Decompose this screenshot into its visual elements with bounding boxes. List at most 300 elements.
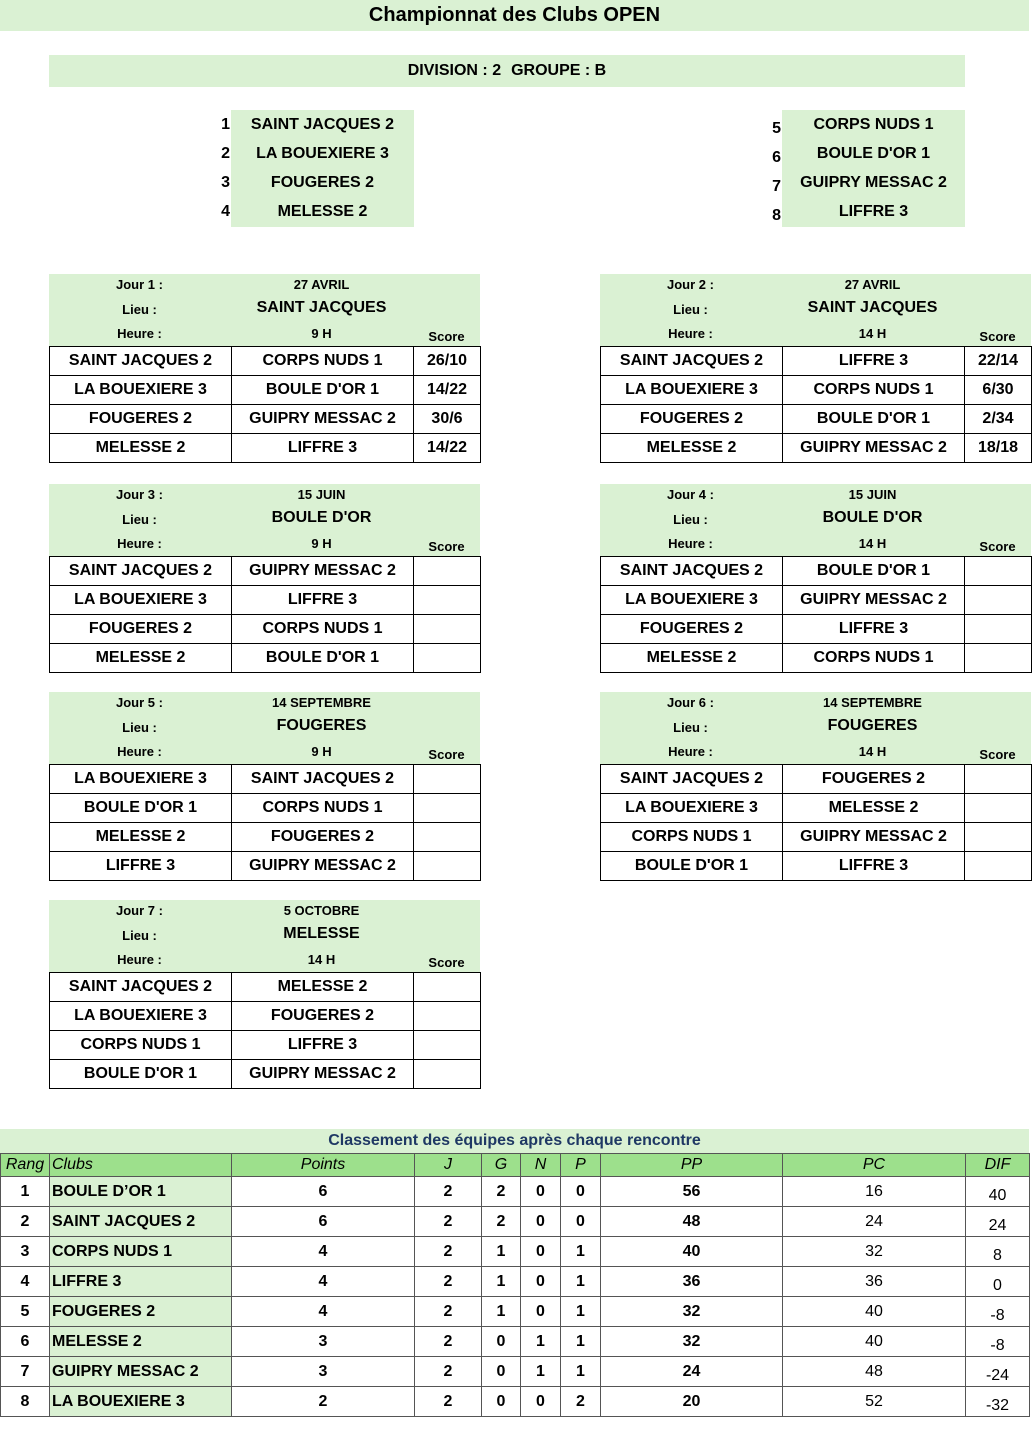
match-row [601,823,1032,852]
jour-label: Jour 5 : [116,695,163,710]
matchday-header [600,274,1031,346]
away-team: LIFFRE 3 [783,615,965,644]
team-name: BOULE D'OR 1 [816,145,931,162]
lieu-label: Lieu : [122,302,157,317]
match-score: 6/30 [965,376,1032,405]
ranking-row [1,1207,1030,1237]
home-team: SAINT JACQUES 2 [50,347,232,376]
home-team: MELESSE 2 [50,644,232,673]
heure-label: Heure : [668,326,713,341]
score-label: Score [428,955,465,970]
score-label: Score [428,747,465,762]
heure-label: Heure : [117,536,162,551]
match-row [601,644,1032,673]
lieu-label: Lieu : [122,512,157,527]
match-table [49,764,481,881]
lost: 1 [561,1357,601,1387]
away-team: GUIPRY MESSAC 2 [783,434,965,463]
home-team: MELESSE 2 [50,823,232,852]
lost: 1 [561,1297,601,1327]
lost: 2 [561,1387,601,1417]
match-location: BOULE D'OR [271,509,372,526]
drawn: 0 [521,1177,561,1207]
points-against: 16 [783,1177,966,1207]
lost: 1 [561,1327,601,1357]
away-team: MELESSE 2 [783,794,965,823]
team-number: 6 [772,149,781,166]
heure-label: Heure : [117,952,162,967]
match-time: 14 H [858,744,887,759]
col-pc: PC [783,1154,966,1177]
ranking-title-text: Classement des équipes après chaque rencontre [328,1132,701,1149]
ranking-row [1,1297,1030,1327]
away-team: LIFFRE 3 [232,586,414,615]
match-row [50,644,481,673]
match-table [600,346,1032,463]
match-time: 14 H [858,536,887,551]
match-score: 26/10 [414,347,481,376]
away-team: LIFFRE 3 [232,1031,414,1060]
points-against: 48 [783,1357,966,1387]
match-date: 14 SEPTEMBRE [272,695,371,710]
team-name: FOUGERES 2 [270,174,375,191]
team-name: CORPS NUDS 1 [813,116,934,133]
drawn: 0 [521,1237,561,1267]
team-list-left [231,110,414,227]
match-score: 18/18 [965,434,1032,463]
score-label: Score [979,329,1016,344]
match-date: 5 OCTOBRE [283,903,360,918]
away-team: GUIPRY MESSAC 2 [783,586,965,615]
club-name: SAINT JACQUES 2 [50,1207,232,1237]
col-points: Points [232,1154,415,1177]
away-team: CORPS NUDS 1 [783,376,965,405]
match-row [50,615,481,644]
ranking-row [1,1267,1030,1297]
team-number: 7 [772,178,781,195]
match-score: 14/22 [414,434,481,463]
points-against: 32 [783,1237,966,1267]
points-for: 20 [601,1387,783,1417]
matchday-block [600,274,1031,463]
match-row [50,405,481,434]
away-team: CORPS NUDS 1 [232,794,414,823]
match-score [965,823,1032,852]
won: 0 [482,1327,521,1357]
points-for: 40 [601,1237,783,1267]
page-title-text: Championnat des Clubs OPEN [368,4,661,26]
lost: 0 [561,1207,601,1237]
col-p: P [561,1154,601,1177]
points: 4 [232,1267,415,1297]
away-team: CORPS NUDS 1 [232,615,414,644]
score-label: Score [979,747,1016,762]
difference: -24 [966,1357,1030,1387]
group-label: GROUPE : B [511,62,607,79]
matchday-block [600,484,1031,673]
match-score [414,1031,481,1060]
rank: 4 [1,1267,50,1297]
lost: 1 [561,1267,601,1297]
drawn: 1 [521,1357,561,1387]
points-for: 32 [601,1327,783,1357]
match-row [50,852,481,881]
difference: 8 [966,1237,1030,1267]
match-row [601,557,1032,586]
rank: 6 [1,1327,50,1357]
away-team: LIFFRE 3 [232,434,414,463]
won: 1 [482,1267,521,1297]
points-for: 32 [601,1297,783,1327]
home-team: LA BOUEXIERE 3 [601,794,783,823]
played: 2 [415,1327,482,1357]
team-name: LA BOUEXIERE 3 [256,145,389,162]
won: 1 [482,1237,521,1267]
points-for: 36 [601,1267,783,1297]
club-name: LA BOUEXIERE 3 [50,1387,232,1417]
away-team: SAINT JACQUES 2 [232,765,414,794]
points-against: 40 [783,1297,966,1327]
match-score [414,557,481,586]
difference: 24 [966,1207,1030,1237]
lieu-label: Lieu : [122,928,157,943]
division-label: DIVISION : 2 [407,62,502,79]
matchday-block [49,900,480,1089]
match-location: SAINT JACQUES [256,299,387,316]
lieu-label: Lieu : [122,720,157,735]
away-team: GUIPRY MESSAC 2 [232,405,414,434]
away-team: GUIPRY MESSAC 2 [783,823,965,852]
away-team: GUIPRY MESSAC 2 [232,852,414,881]
jour-label: Jour 4 : [667,487,714,502]
match-score: 2/34 [965,405,1032,434]
points-for: 48 [601,1207,783,1237]
match-score: 22/14 [965,347,1032,376]
played: 2 [415,1297,482,1327]
home-team: MELESSE 2 [601,434,783,463]
rank: 7 [1,1357,50,1387]
match-row [50,823,481,852]
points-against: 24 [783,1207,966,1237]
away-team: BOULE D'OR 1 [232,644,414,673]
matchday-header [49,484,480,556]
away-team: CORPS NUDS 1 [783,644,965,673]
match-score [414,765,481,794]
away-team: GUIPRY MESSAC 2 [232,1060,414,1089]
club-name: GUIPRY MESSAC 2 [50,1357,232,1387]
lieu-label: Lieu : [673,512,708,527]
ranking-row [1,1357,1030,1387]
home-team: SAINT JACQUES 2 [50,557,232,586]
match-score [965,852,1032,881]
match-location: SAINT JACQUES [807,299,938,316]
team-name: GUIPRY MESSAC 2 [800,174,947,191]
team-number: 4 [221,203,230,220]
match-row [50,557,481,586]
match-score [414,794,481,823]
match-score [965,586,1032,615]
home-team: SAINT JACQUES 2 [601,765,783,794]
ranking-row [1,1327,1030,1357]
home-team: SAINT JACQUES 2 [601,557,783,586]
match-score [414,852,481,881]
played: 2 [415,1177,482,1207]
match-score: 14/22 [414,376,481,405]
col-g: G [482,1154,521,1177]
match-score [414,1002,481,1031]
difference: -32 [966,1387,1030,1417]
away-team: GUIPRY MESSAC 2 [232,557,414,586]
away-team: LIFFRE 3 [783,852,965,881]
match-score [414,973,481,1002]
match-row [601,765,1032,794]
match-row [50,347,481,376]
home-team: LA BOUEXIERE 3 [50,586,232,615]
match-date: 27 AVRIL [844,277,901,292]
ranking-header-row [1,1154,1030,1177]
score-label: Score [428,329,465,344]
won: 2 [482,1207,521,1237]
match-row [601,615,1032,644]
rank: 5 [1,1297,50,1327]
team-number: 8 [772,207,781,224]
ranking-title [0,1129,1029,1153]
away-team: BOULE D'OR 1 [783,557,965,586]
page-title [0,0,1029,31]
played: 2 [415,1357,482,1387]
club-name: MELESSE 2 [50,1327,232,1357]
home-team: FOUGERES 2 [601,615,783,644]
matchday-header [49,274,480,346]
home-team: BOULE D'OR 1 [50,1060,232,1089]
rank: 8 [1,1387,50,1417]
matchday-header [49,900,480,972]
heure-label: Heure : [117,326,162,341]
matchday-block [49,484,480,673]
match-row [50,434,481,463]
match-date: 14 SEPTEMBRE [823,695,922,710]
match-time: 14 H [307,952,336,967]
home-team: BOULE D'OR 1 [601,852,783,881]
match-time: 14 H [858,326,887,341]
difference: 0 [966,1267,1030,1297]
points-for: 24 [601,1357,783,1387]
points-against: 36 [783,1267,966,1297]
match-row [601,586,1032,615]
points-for: 56 [601,1177,783,1207]
match-table [600,764,1032,881]
team-number: 1 [221,116,230,133]
away-team: FOUGERES 2 [783,765,965,794]
jour-label: Jour 6 : [667,695,714,710]
home-team: MELESSE 2 [50,434,232,463]
played: 2 [415,1267,482,1297]
home-team: CORPS NUDS 1 [601,823,783,852]
home-team: LA BOUEXIERE 3 [601,376,783,405]
match-row [50,1060,481,1089]
score-label: Score [428,539,465,554]
club-name: CORPS NUDS 1 [50,1237,232,1267]
points: 3 [232,1327,415,1357]
lost: 0 [561,1177,601,1207]
points: 6 [232,1207,415,1237]
match-row [50,794,481,823]
heure-label: Heure : [668,744,713,759]
division-group-bar [49,55,965,87]
club-name: BOULE D’OR 1 [50,1177,232,1207]
home-team: CORPS NUDS 1 [50,1031,232,1060]
home-team: FOUGERES 2 [50,615,232,644]
match-row [50,765,481,794]
match-row [601,852,1032,881]
match-location: BOULE D'OR [822,509,923,526]
matchday-block [49,692,480,881]
match-time: 9 H [311,744,332,759]
match-row [50,586,481,615]
jour-label: Jour 1 : [116,277,163,292]
jour-label: Jour 3 : [116,487,163,502]
won: 2 [482,1177,521,1207]
col-n: N [521,1154,561,1177]
home-team: LIFFRE 3 [50,852,232,881]
heure-label: Heure : [117,744,162,759]
match-row [50,973,481,1002]
match-row [50,1002,481,1031]
team-number: 3 [221,174,230,191]
club-name: FOUGERES 2 [50,1297,232,1327]
home-team: FOUGERES 2 [50,405,232,434]
match-date: 15 JUIN [848,487,897,502]
points-against: 52 [783,1387,966,1417]
away-team: BOULE D'OR 1 [232,376,414,405]
played: 2 [415,1387,482,1417]
club-name: LIFFRE 3 [50,1267,232,1297]
team-name: MELESSE 2 [277,203,368,220]
won: 0 [482,1357,521,1387]
match-row [601,347,1032,376]
score-label: Score [979,539,1016,554]
jour-label: Jour 7 : [116,903,163,918]
col-pp: PP [601,1154,783,1177]
won: 1 [482,1297,521,1327]
difference: 40 [966,1177,1030,1207]
match-score [414,644,481,673]
match-score [414,586,481,615]
match-table [600,556,1032,673]
match-score [965,557,1032,586]
points: 2 [232,1387,415,1417]
team-number: 2 [221,145,230,162]
points: 6 [232,1177,415,1207]
matchday-block [600,692,1031,881]
match-row [601,794,1032,823]
away-team: MELESSE 2 [232,973,414,1002]
match-row [601,405,1032,434]
match-score [414,1060,481,1089]
match-score: 30/6 [414,405,481,434]
heure-label: Heure : [668,536,713,551]
col-j: J [415,1154,482,1177]
team-number: 5 [772,120,781,137]
match-row [601,434,1032,463]
rank: 1 [1,1177,50,1207]
home-team: LA BOUEXIERE 3 [50,765,232,794]
col-dif: DIF [966,1154,1030,1177]
match-score [414,615,481,644]
home-team: BOULE D'OR 1 [50,794,232,823]
lost: 1 [561,1237,601,1267]
match-score [965,765,1032,794]
match-location: FOUGERES [827,717,918,734]
matchday-block [49,274,480,463]
match-score [965,794,1032,823]
home-team: SAINT JACQUES 2 [50,973,232,1002]
col-clubs: Clubs [50,1154,232,1177]
match-date: 27 AVRIL [293,277,350,292]
away-team: FOUGERES 2 [232,823,414,852]
home-team: LA BOUEXIERE 3 [50,376,232,405]
away-team: FOUGERES 2 [232,1002,414,1031]
home-team: LA BOUEXIERE 3 [601,586,783,615]
match-location: FOUGERES [276,717,367,734]
match-date: 15 JUIN [297,487,346,502]
home-team: SAINT JACQUES 2 [601,347,783,376]
match-score [414,823,481,852]
jour-label: Jour 2 : [667,277,714,292]
home-team: LA BOUEXIERE 3 [50,1002,232,1031]
match-table [49,556,481,673]
away-team: CORPS NUDS 1 [232,347,414,376]
matchday-header [600,484,1031,556]
match-score [965,615,1032,644]
difference: -8 [966,1297,1030,1327]
points-against: 40 [783,1327,966,1357]
team-name: LIFFRE 3 [838,203,909,220]
team-list-right [782,110,965,227]
lieu-label: Lieu : [673,302,708,317]
home-team: MELESSE 2 [601,644,783,673]
match-time: 9 H [311,536,332,551]
points: 3 [232,1357,415,1387]
ranking-row [1,1237,1030,1267]
match-table [49,346,481,463]
home-team: FOUGERES 2 [601,405,783,434]
match-row [50,1031,481,1060]
team-name: SAINT JACQUES 2 [250,116,395,133]
ranking-table [0,1153,1030,1417]
match-table [49,972,481,1089]
drawn: 1 [521,1327,561,1357]
match-location: MELESSE [283,925,360,942]
away-team: BOULE D'OR 1 [783,405,965,434]
matchday-header [49,692,480,764]
match-time: 9 H [311,326,332,341]
rank: 2 [1,1207,50,1237]
col-rang: Rang [1,1154,50,1177]
played: 2 [415,1207,482,1237]
ranking-row [1,1177,1030,1207]
drawn: 0 [521,1297,561,1327]
match-score [965,644,1032,673]
drawn: 0 [521,1207,561,1237]
matchday-header [600,692,1031,764]
points: 4 [232,1237,415,1267]
lieu-label: Lieu : [673,720,708,735]
ranking-row [1,1387,1030,1417]
points: 4 [232,1297,415,1327]
difference: -8 [966,1327,1030,1357]
won: 0 [482,1387,521,1417]
